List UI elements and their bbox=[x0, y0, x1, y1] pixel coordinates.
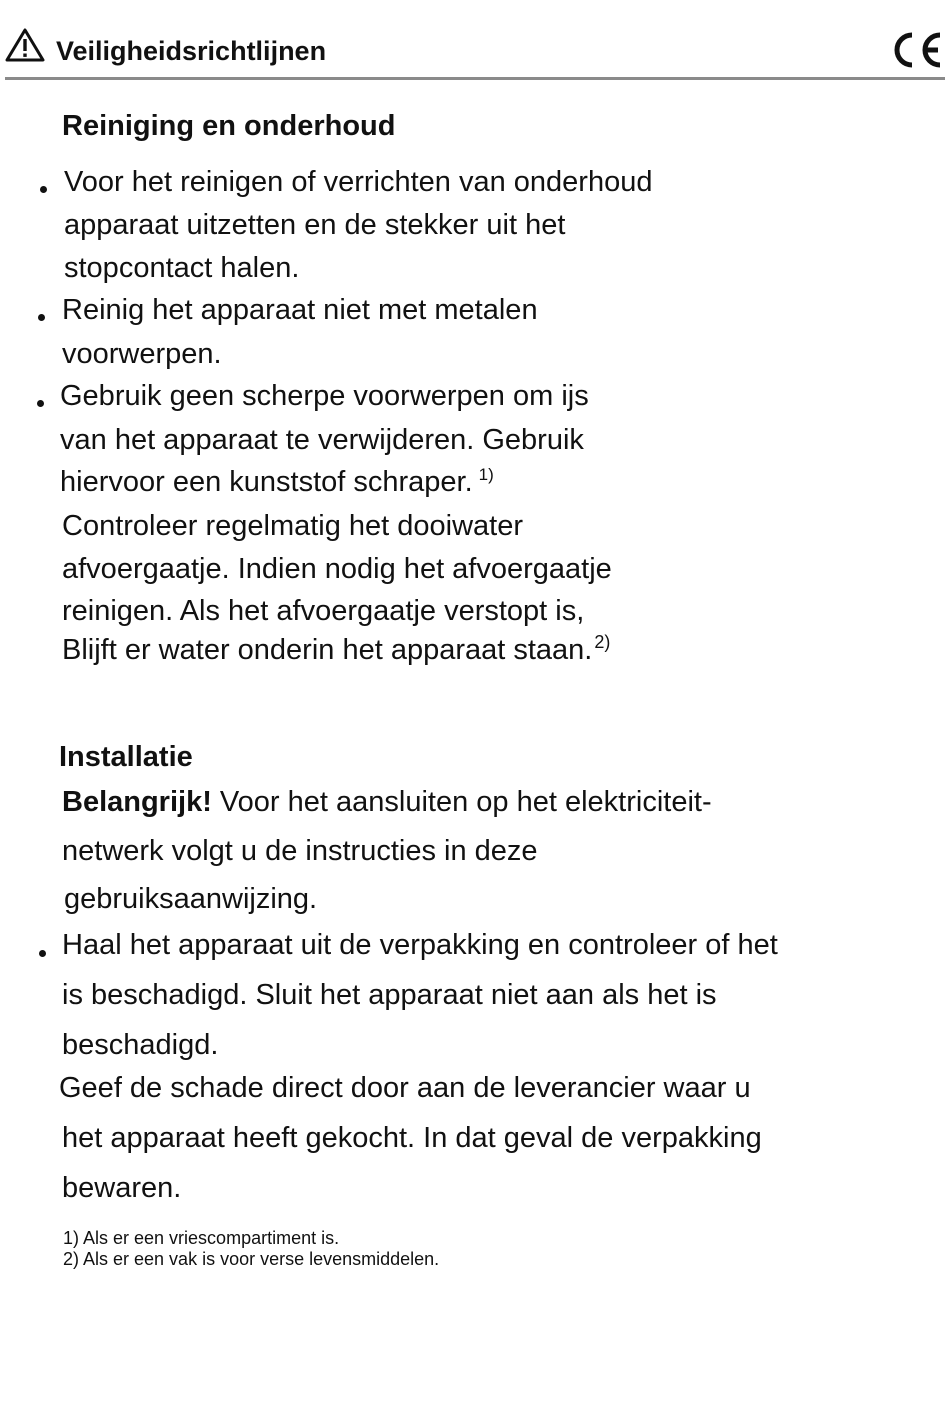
important-label: Belangrijk! bbox=[62, 786, 212, 818]
warning-triangle-icon bbox=[5, 28, 45, 62]
footnote-ref-2: 2) bbox=[594, 632, 611, 653]
cleaning-bullet-3-cont-line-1: Controleer regelmatig het dooiwater bbox=[62, 510, 524, 542]
cleaning-bullet-2-line-2: voorwerpen. bbox=[62, 338, 222, 370]
section-title-installation: Installatie bbox=[59, 741, 193, 773]
page-header-title: Veiligheidsrichtlijnen bbox=[56, 36, 327, 66]
header-divider bbox=[5, 77, 945, 80]
installation-bullet-1-line-1: Haal het apparaat uit de verpakking en controleer of het bbox=[62, 929, 778, 961]
bullet-dot bbox=[38, 314, 45, 321]
footnote-1: 1) Als er een vriescompartiment is. bbox=[63, 1228, 340, 1248]
ce-mark-icon bbox=[890, 30, 946, 70]
installation-bullet-1-line-2: is beschadigd. Sluit het apparaat niet aan als het is bbox=[62, 979, 717, 1011]
cleaning-bullet-1-line-3: stopcontact halen. bbox=[64, 252, 300, 284]
bullet-dot bbox=[40, 186, 47, 193]
cleaning-bullet-1-line-2: apparaat uitzetten en de stekker uit het bbox=[64, 209, 566, 241]
cleaning-bullet-3-line-3: hiervoor een kunststof schraper. $^{1)}$ bbox=[60, 465, 494, 498]
section-title-cleaning: Reiniging en onderhoud bbox=[62, 110, 396, 142]
cleaning-bullet-3-cont-line-4: Blijft er water onderin het apparaat staan. $^{2)}$ bbox=[62, 632, 611, 666]
bullet-dot bbox=[37, 400, 44, 407]
cleaning-bullet-3-line-1: Gebruik geen scherpe voorwerpen om ijs bbox=[60, 380, 589, 412]
installation-important-line-1: Belangrijk! Voor het aansluiten op het elektriciteit- bbox=[62, 786, 712, 818]
installation-bullet-1-cont-line-1: Geef de schade direct door aan de leverancier waar u bbox=[59, 1072, 751, 1104]
footnote-ref-1: 1) bbox=[478, 465, 494, 485]
cleaning-bullet-3-cont-line-2: afvoergaatje. Indien nodig het afvoergaatje bbox=[62, 553, 612, 585]
installation-important-line-3: gebruiksaanwijzing. bbox=[64, 883, 318, 915]
cleaning-bullet-3-line-2: van het apparaat te verwijderen. Gebruik bbox=[60, 424, 584, 456]
installation-bullet-1-cont-line-3: bewaren. bbox=[62, 1172, 182, 1204]
installation-bullet-1-cont-line-2: het apparaat heeft gekocht. In dat geval de verpakking bbox=[62, 1122, 762, 1154]
installation-bullet-1-line-3: beschadigd. bbox=[62, 1029, 219, 1061]
cleaning-bullet-3-cont-line-3: reinigen. Als het afvoergaatje verstopt is, bbox=[62, 595, 585, 627]
bullet-dot bbox=[39, 950, 46, 957]
footnote-2: 2) Als er een vak is voor verse levensmiddelen. bbox=[63, 1249, 440, 1269]
cleaning-bullet-1-line-1: Voor het reinigen of verrichten van onderhoud bbox=[64, 166, 653, 198]
installation-important-line-2: netwerk volgt u de instructies in deze bbox=[62, 835, 538, 867]
cleaning-bullet-2-line-1: Reinig het apparaat niet met metalen bbox=[62, 294, 538, 326]
